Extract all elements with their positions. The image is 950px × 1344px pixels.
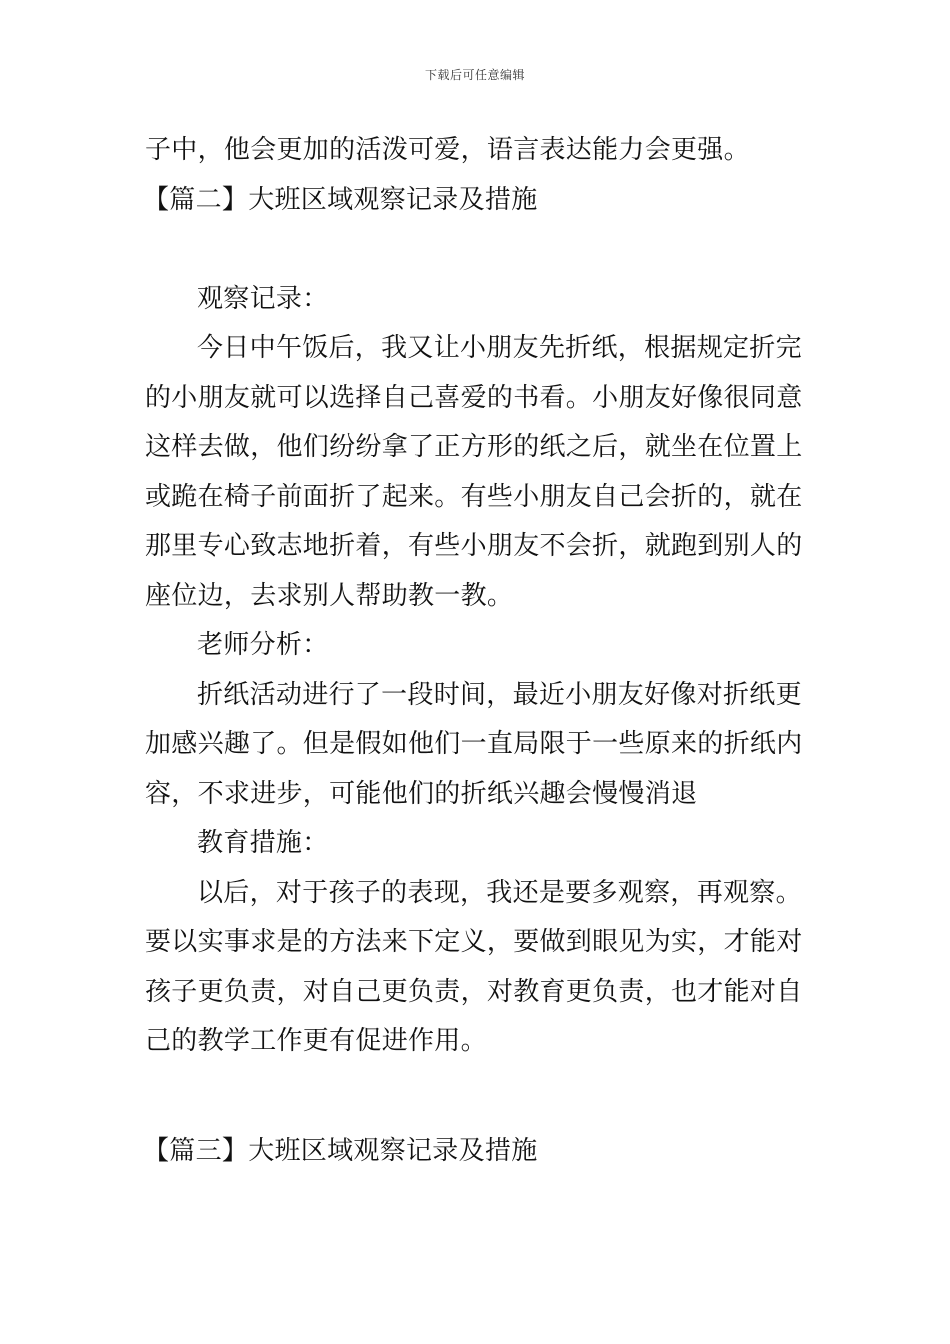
paragraph-line: 或跪在椅子前面折了起来。有些小朋友自己会折的，就在: [145, 481, 803, 512]
paragraph-line: 今日中午饭后，我又让小朋友先折纸，根据规定折完: [197, 333, 802, 363]
paragraph-line: 的小朋友就可以选择自己喜爱的书看。小朋友好像很同意: [145, 382, 803, 413]
measures-title: 教育措施：: [197, 828, 329, 858]
blank-line: [145, 1067, 807, 1127]
observation-title: 观察记录：: [197, 283, 329, 314]
header-note: 下载后可任意编辑: [424, 68, 525, 82]
section-heading-2: 【篇二】大班区域观察记录及措施: [143, 184, 538, 215]
paragraph-line: 要以实事求是的方法来下定义，要做到眼见为实，才能对: [145, 927, 803, 957]
paragraph-line: 折纸活动进行了一段时间，最近小朋友好像对折纸更: [197, 679, 802, 710]
paragraph-line: 这样去做，他们纷纷拿了正方形的纸之后，就坐在位置上: [145, 432, 803, 462]
paragraph-line: 以后，对于孩子的表现，我还是要多观察，再观察。: [197, 877, 802, 908]
paragraph-line: 己的教学工作更有促进作用。: [145, 1026, 487, 1056]
analysis-title: 老师分析：: [197, 630, 329, 660]
document-body: [145, 126, 807, 1176]
section-heading-3: 【篇三】大班区域观察记录及措施: [143, 1135, 538, 1166]
blank-line: [145, 225, 807, 275]
body-line: 子中，他会更加的活泼可爱，语言表达能力会更强。: [145, 135, 750, 165]
paragraph-line: 座位边，去求别人帮助教一教。: [145, 580, 514, 611]
paragraph-line: 容，不求进步，可能他们的折纸兴趣会慢慢消退: [145, 778, 698, 809]
paragraph-line: 孩子更负责，对自己更负责，对教育更负责，也才能对自: [145, 976, 803, 1007]
paragraph-line: 加感兴趣了。但是假如他们一直局限于一些原来的折纸内: [145, 729, 803, 759]
paragraph-line: 那里专心致志地折着，有些小朋友不会折，就跑到别人的: [145, 531, 803, 561]
